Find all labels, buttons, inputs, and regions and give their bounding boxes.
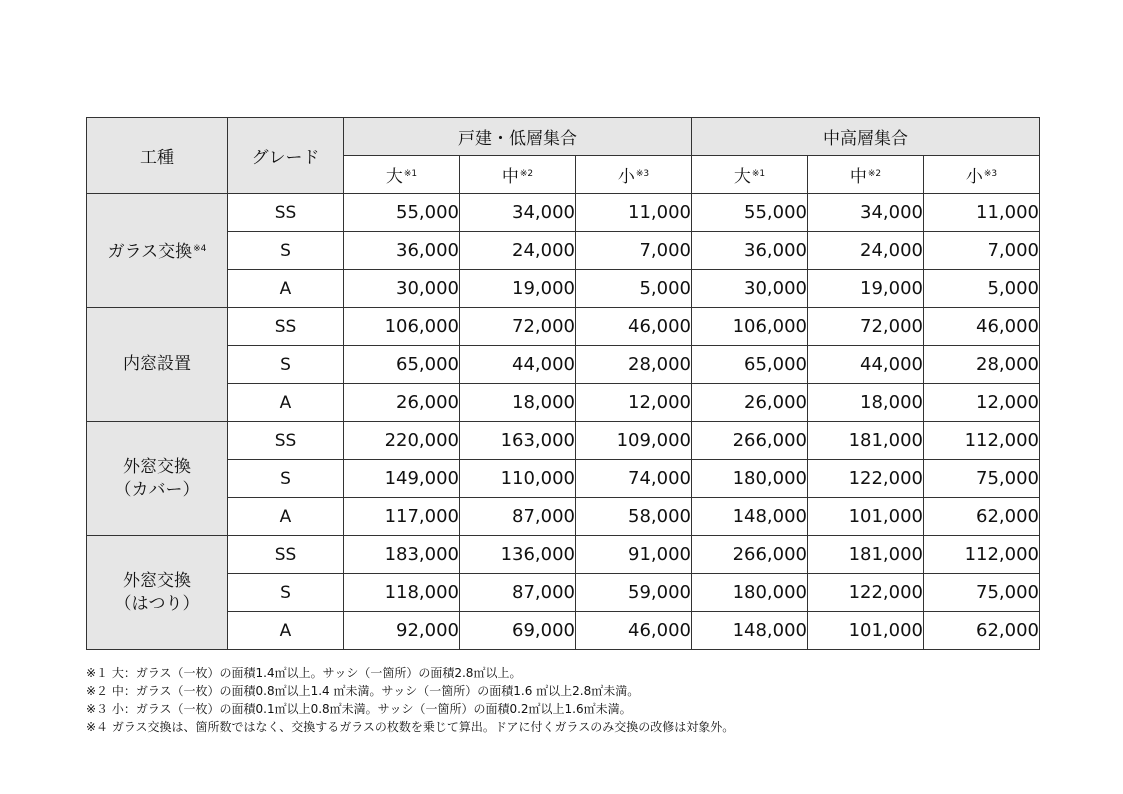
price-cell: 12,000 [576, 384, 692, 422]
price-cell: 148,000 [692, 498, 808, 536]
price-cell: 106,000 [344, 308, 460, 346]
price-cell: 28,000 [576, 346, 692, 384]
size-header: 中$^{※2}$ [460, 156, 576, 194]
price-cell: 180,000 [692, 460, 808, 498]
grade-cell: SS [228, 422, 344, 460]
price-cell: 136,000 [460, 536, 576, 574]
work-type-label: （はつり） [114, 593, 200, 614]
price-cell: 109,000 [576, 422, 692, 460]
price-cell: 18,000 [808, 384, 924, 422]
grade-cell: S [228, 346, 344, 384]
price-cell: 183,000 [344, 536, 460, 574]
price-cell: 75,000 [924, 574, 1040, 612]
price-cell: 11,000 [924, 194, 1040, 232]
table-row [87, 346, 1040, 384]
table-row [87, 270, 1040, 308]
price-cell: 112,000 [924, 422, 1040, 460]
size-header: 小$^{※3}$ [576, 156, 692, 194]
price-cell: 30,000 [344, 270, 460, 308]
work-type-cell [87, 194, 228, 308]
footnote-mark: ※4 [193, 243, 207, 254]
price-cell: 148,000 [692, 612, 808, 650]
price-cell: 28,000 [924, 346, 1040, 384]
price-cell: 5,000 [924, 270, 1040, 308]
price-cell: 149,000 [344, 460, 460, 498]
grade-cell: SS [228, 536, 344, 574]
price-cell: 58,000 [576, 498, 692, 536]
size-header: 中$^{※2}$ [808, 156, 924, 194]
price-cell: 91,000 [576, 536, 692, 574]
price-cell: 101,000 [808, 498, 924, 536]
grade-cell: A [228, 498, 344, 536]
table-row [87, 308, 1040, 346]
price-cell: 65,000 [692, 346, 808, 384]
grade-header: グレード [228, 118, 344, 194]
header-row-1 [87, 118, 1040, 156]
price-cell: 26,000 [692, 384, 808, 422]
work-type-cell [87, 308, 228, 422]
price-cell: 74,000 [576, 460, 692, 498]
price-cell: 72,000 [808, 308, 924, 346]
footnote: ※１ 大：ガラス（一枚）の面積1.4㎡以上。サッシ（一箇所）の面積2.8㎡以上。 [86, 666, 522, 680]
price-cell: 12,000 [924, 384, 1040, 422]
table-row [87, 536, 1040, 574]
price-cell: 118,000 [344, 574, 460, 612]
grade-cell: SS [228, 194, 344, 232]
price-cell: 24,000 [808, 232, 924, 270]
price-cell: 110,000 [460, 460, 576, 498]
table-row [87, 612, 1040, 650]
price-cell: 117,000 [344, 498, 460, 536]
price-cell: 36,000 [692, 232, 808, 270]
price-cell: 122,000 [808, 460, 924, 498]
footnote: ※４ ガラス交換は、箇所数ではなく、交換するガラスの枚数を乗じて算出。ドアに付くガラスのみ交換の改修は対象外。 [86, 720, 735, 734]
price-cell: 7,000 [576, 232, 692, 270]
price-cell: 7,000 [924, 232, 1040, 270]
group-header-low-rise: 戸建・低層集合 [344, 118, 692, 156]
price-cell: 65,000 [344, 346, 460, 384]
price-cell: 181,000 [808, 422, 924, 460]
size-header: 大$^{※1}$ [344, 156, 460, 194]
size-header: 大$^{※1}$ [692, 156, 808, 194]
work-type-label: 外窓交換 [123, 570, 191, 591]
price-cell: 75,000 [924, 460, 1040, 498]
price-cell: 19,000 [460, 270, 576, 308]
price-cell: 266,000 [692, 422, 808, 460]
footnotes [86, 664, 734, 736]
price-cell: 59,000 [576, 574, 692, 612]
grade-cell: A [228, 270, 344, 308]
work-type-label: 内窓設置 [123, 354, 191, 374]
price-cell: 5,000 [576, 270, 692, 308]
price-cell: 122,000 [808, 574, 924, 612]
footnote: ※３ 小：ガラス（一枚）の面積0.1㎡以上0.8㎡未満。サッシ（一箇所）の面積0.2㎡以上1.6㎡未満。 [86, 702, 632, 716]
price-cell: 46,000 [924, 308, 1040, 346]
price-cell: 87,000 [460, 498, 576, 536]
price-cell: 55,000 [692, 194, 808, 232]
price-cell: 266,000 [692, 536, 808, 574]
price-cell: 34,000 [460, 194, 576, 232]
price-cell: 106,000 [692, 308, 808, 346]
price-cell: 24,000 [460, 232, 576, 270]
price-cell: 11,000 [576, 194, 692, 232]
table-row [87, 498, 1040, 536]
table-row [87, 384, 1040, 422]
price-cell: 72,000 [460, 308, 576, 346]
work-type-cell [87, 422, 228, 536]
grade-cell: S [228, 460, 344, 498]
price-cell: 92,000 [344, 612, 460, 650]
table-row [87, 574, 1040, 612]
price-cell: 44,000 [460, 346, 576, 384]
grade-cell: A [228, 612, 344, 650]
price-cell: 46,000 [576, 612, 692, 650]
price-cell: 44,000 [808, 346, 924, 384]
group-header-mid-high-rise: 中高層集合 [692, 118, 1040, 156]
price-cell: 163,000 [460, 422, 576, 460]
table-row [87, 194, 1040, 232]
price-cell: 19,000 [808, 270, 924, 308]
grade-cell: SS [228, 308, 344, 346]
price-cell: 180,000 [692, 574, 808, 612]
price-cell: 87,000 [460, 574, 576, 612]
price-table [86, 117, 1040, 650]
work-type-cell [87, 536, 228, 650]
grade-cell: S [228, 574, 344, 612]
table-row [87, 460, 1040, 498]
price-cell: 18,000 [460, 384, 576, 422]
work-type-label: （カバー） [114, 479, 200, 500]
price-cell: 62,000 [924, 612, 1040, 650]
price-cell: 69,000 [460, 612, 576, 650]
work-type-label: 外窓交換 [123, 456, 191, 477]
price-cell: 30,000 [692, 270, 808, 308]
price-table-body [87, 194, 1040, 650]
price-cell: 36,000 [344, 232, 460, 270]
price-cell: 181,000 [808, 536, 924, 574]
price-cell: 55,000 [344, 194, 460, 232]
price-cell: 112,000 [924, 536, 1040, 574]
work-type-header: 工種 [87, 118, 228, 194]
table-row [87, 422, 1040, 460]
grade-cell: A [228, 384, 344, 422]
price-cell: 46,000 [576, 308, 692, 346]
size-header: 小$^{※3}$ [924, 156, 1040, 194]
footnote: ※２ 中：ガラス（一枚）の面積0.8㎡以上1.4 ㎡未満。サッシ（一箇所）の面積1.6 ㎡以上2.8㎡未満。 [86, 684, 640, 698]
table-row [87, 232, 1040, 270]
price-cell: 34,000 [808, 194, 924, 232]
price-cell: 101,000 [808, 612, 924, 650]
price-cell: 26,000 [344, 384, 460, 422]
price-cell: 220,000 [344, 422, 460, 460]
price-cell: 62,000 [924, 498, 1040, 536]
grade-cell: S [228, 232, 344, 270]
work-type-label: ガラス交換$^{※4}$ [107, 241, 207, 262]
